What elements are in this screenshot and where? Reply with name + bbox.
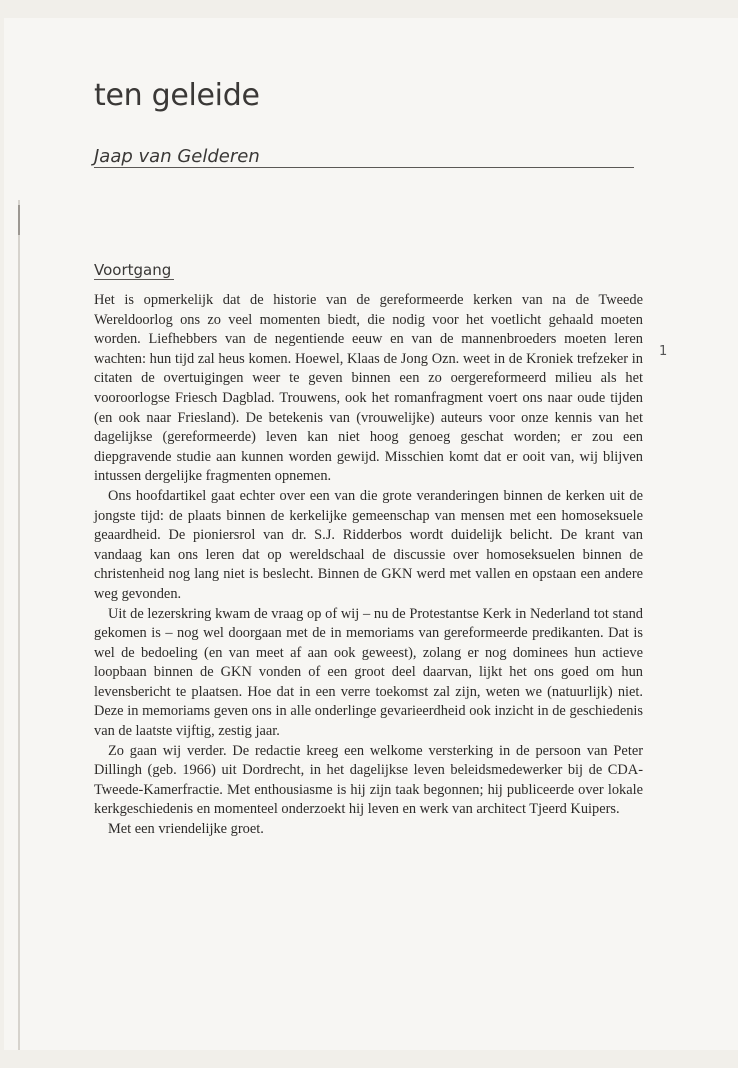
page-spine-mark [18, 205, 20, 235]
author-name: Jaap van Gelderen [94, 146, 260, 167]
paragraph: Uit de lezerskring kwam de vraag op of wij – nu de Protestantse Kerk in Nederland tot stand gekomen is – nog wel doorgaan met de in memoriams van gereformeerde predikanten. Dat is wel de bedoeling (en van meet af aan ook geweest), zolang er nog dominees hun actieve loopbaan binnen de GKN vonden of een groot deel daarvan, lijkt het ons goed om hun levensbericht te plaatsen. Hoe dat in een verre toekomst zal zijn, weten we (natuurlijk) niet. Deze in memoriams geven ons in alle onderlinge gevarieerdheid ook inzicht in de geschiedenis van de laatste vijftig, zestig jaar. [94, 605, 643, 740]
paragraph: Met een vriendelijke groet. [108, 821, 264, 838]
paragraph: Ons hoofdartikel gaat echter over een van die grote veranderingen binnen de kerken uit de jongste tijd: de plaats binnen de kerkelijke gemeenschap van mensen met een homoseksuele geaardheid. De pioniersrol van dr. S.J. Ridderbos wordt duidelijk belicht. De krant van vandaag kan ons leren dat op wereldschaal de discussie over homoseksuelen binnen de christenheid nog lang niet is beslecht. Binnen de GKN werd met vallen en opstaan een andere weg gevonden. [94, 487, 643, 602]
author-divider [94, 167, 634, 168]
paragraph: Het is opmerkelijk dat de historie van de gereformeerde kerken van na de Tweede Wereldoorlog ons zo veel momenten biedt, die nodig voor het voetlicht gehaald moeten worden. Liefhebbers van de negentiende eeuw en van de mannenbroeders moeten leren wachten: hun tijd zal heus komen. Hoewel, Klaas de Jong Ozn. weet in de Kroniek trefzeker in citaten de overtuigingen weer te geven binnen een zo oergereformeerd milieu als het vooroorlogse Friesch Dagblad. Trouwens, ook het romanfragment voert ons naar oude tijden (en ook naar Friesland). De betekenis van (vrouwelijke) auteurs voor onze kennis van het dagelijkse (gereformeerde) leven kan niet hoog genoeg geschat worden; er zou een diepgravende studie aan kunnen worden gewijd. Misschien komt dat er ooit van, wij blijven intussen dergelijke fragmenten opnemen. [94, 292, 643, 485]
section-divider [94, 279, 174, 280]
page-spine [18, 200, 20, 1050]
page-number: 1 [659, 344, 668, 359]
page-title: ten geleide [94, 78, 260, 113]
section-heading: Voortgang [94, 261, 172, 279]
paragraph: Zo gaan wij verder. De redactie kreeg een welkome versterking in de persoon van Peter Dillingh (geb. 1966) uit Dordrecht, in het dagelijkse leven beleidsmedewerker bij de CDA-Tweede-Kamerfractie. Met enthousiasme is hij zijn taak begonnen; hij publiceerde over lokale kerkgeschiedenis en momenteel onderzoekt hij leven en werk van architect Tjeerd Kuipers. [94, 742, 643, 818]
article-body [94, 291, 643, 840]
